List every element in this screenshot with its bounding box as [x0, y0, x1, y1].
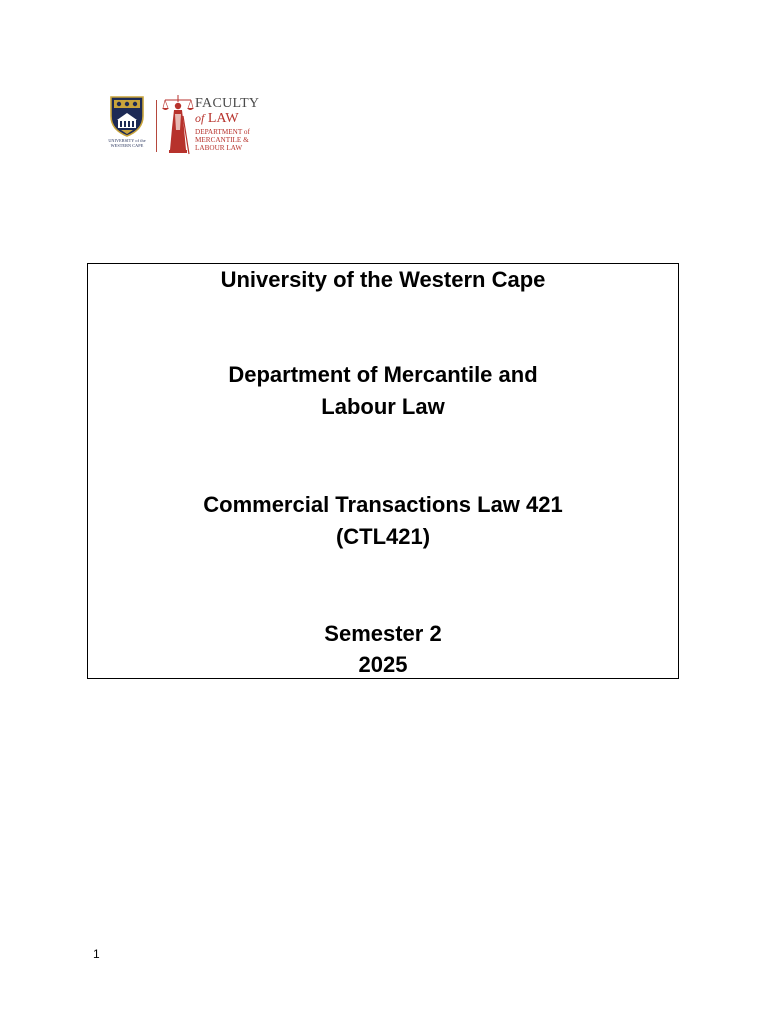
page-number: 1: [93, 947, 100, 961]
department-name-line2: Labour Law: [321, 394, 445, 419]
department-wordmark-line1: DEPARTMENT of: [195, 128, 250, 136]
justitia-icon: [162, 90, 194, 156]
faculty-of-law: [195, 111, 259, 126]
cover-title-box: [87, 263, 679, 679]
university-name: University of the Western Cape: [220, 267, 546, 292]
university-caption: [104, 138, 150, 148]
course-title-line1: Commercial Transactions Law 421: [203, 492, 563, 517]
faculty-wordmark: [195, 97, 259, 126]
university-caption-line1: UNIVERSITY of the: [108, 138, 146, 143]
uwc-crest-icon: [104, 94, 150, 138]
department-name-line1: Department of Mercantile and: [228, 362, 538, 387]
semester-label: Semester 2: [324, 621, 442, 646]
faculty-of-word: of: [195, 111, 205, 125]
department-wordmark: [195, 128, 250, 152]
department-wordmark-line2: MERCANTILE &: [195, 136, 249, 144]
department-wordmark-line3: LABOUR LAW: [195, 144, 243, 152]
year-label: 2025: [358, 652, 408, 677]
faculty-logo: [104, 90, 260, 156]
faculty-law-word: LAW: [207, 111, 239, 126]
faculty-title: FACULTY: [195, 96, 260, 111]
logo-divider: [156, 100, 157, 152]
university-caption-line2: WESTERN CAPE: [110, 143, 144, 148]
course-code: (CTL421): [335, 524, 431, 549]
